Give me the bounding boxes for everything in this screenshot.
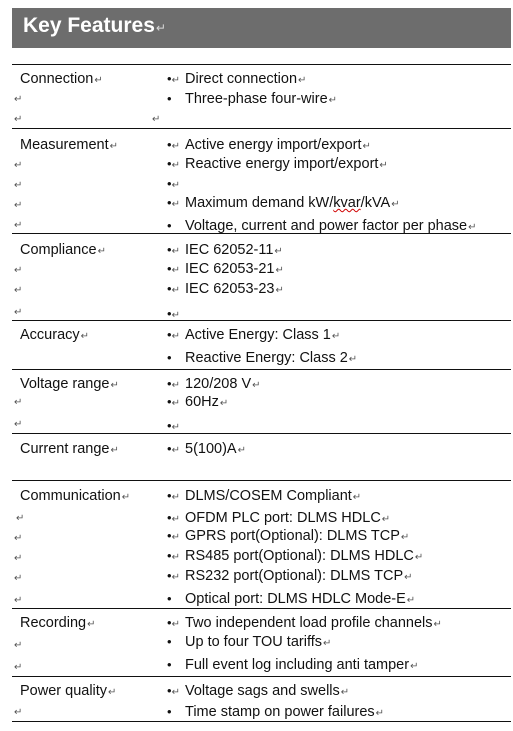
paragraph-mark-icon: ↵ xyxy=(155,21,166,35)
bullet-glyph: • xyxy=(167,71,172,86)
bullet-icon xyxy=(167,194,185,214)
spellcheck-underline: kvar xyxy=(333,195,361,211)
item-text: IEC 62053-21 xyxy=(185,261,275,277)
section-divider xyxy=(12,433,511,434)
feature-item xyxy=(167,527,409,547)
paragraph-mark-icon: ↵ xyxy=(171,246,180,257)
feature-item xyxy=(167,590,415,610)
paragraph-mark-icon: ↵ xyxy=(171,619,180,630)
paragraph-mark-icon: ↵ xyxy=(110,445,119,456)
label-text: Compliance xyxy=(20,242,97,258)
item-text: GPRS port(Optional): DLMS TCP xyxy=(185,528,400,544)
item-text: Time stamp on power failures xyxy=(185,704,375,720)
page-title-text: Key Features xyxy=(23,14,155,37)
bullet-icon xyxy=(167,547,185,567)
feature-item-empty xyxy=(167,305,185,325)
section-label-measurement xyxy=(20,136,118,156)
bullet-icon xyxy=(167,509,185,529)
paragraph-mark-icon: ↵ xyxy=(171,398,180,409)
bullet-icon xyxy=(167,305,185,325)
feature-item xyxy=(167,375,261,395)
section-accuracy xyxy=(12,326,511,369)
section-divider xyxy=(12,480,511,481)
feature-item xyxy=(167,217,477,237)
paragraph-mark-icon: ↵ xyxy=(171,141,180,152)
item-text: Up to four TOU tariffs xyxy=(185,634,322,650)
paragraph-mark-icon: ↵ xyxy=(171,572,180,583)
bullet-icon xyxy=(167,487,185,507)
section-communication xyxy=(12,487,511,608)
bullet-icon xyxy=(167,241,185,261)
paragraph-mark-icon: ↵ xyxy=(171,265,180,276)
bullet-glyph: • xyxy=(167,615,172,630)
section-divider xyxy=(12,676,511,677)
paragraph-mark-icon: ↵ xyxy=(171,310,180,321)
item-text: RS485 port(Optional): DLMS HDLC xyxy=(185,548,414,564)
item-text: Reactive Energy: Class 2 xyxy=(185,350,348,366)
bullet-icon: • xyxy=(167,657,172,672)
item-text: OFDM PLC port: DLMS HDLC xyxy=(185,510,381,526)
paragraph-mark-icon: ↵ xyxy=(14,114,23,125)
page-title xyxy=(23,13,166,41)
paragraph-mark-icon: ↵ xyxy=(275,285,284,296)
section-label-recording xyxy=(20,614,95,634)
paragraph-mark-icon: ↵ xyxy=(171,514,180,525)
section-divider xyxy=(12,369,511,370)
feature-item xyxy=(167,567,413,587)
paragraph-mark-icon: ↵ xyxy=(87,619,96,630)
paragraph-mark-icon: ↵ xyxy=(375,708,385,719)
paragraph-mark-icon: ↵ xyxy=(14,200,23,211)
bullet-glyph: • xyxy=(167,394,172,409)
bullet-icon: • xyxy=(167,218,172,233)
label-text: Current range xyxy=(20,441,110,457)
item-text: Optical port: DLMS HDLC Mode-E xyxy=(185,591,406,607)
paragraph-mark-icon: ↵ xyxy=(14,595,23,606)
paragraph-mark-icon: ↵ xyxy=(80,331,90,342)
paragraph-mark-icon: ↵ xyxy=(14,285,23,296)
paragraph-mark-icon: ↵ xyxy=(171,445,180,456)
paragraph-mark-icon: ↵ xyxy=(379,160,388,171)
bullet-glyph: • xyxy=(167,156,172,171)
item-text: Active Energy: Class 1 xyxy=(185,327,331,343)
item-text: Full event log including anti tamper xyxy=(185,657,410,673)
section-label-current-range xyxy=(20,440,119,460)
paragraph-mark-icon: ↵ xyxy=(14,533,23,544)
section-compliance xyxy=(12,241,511,320)
key-features-header xyxy=(12,8,511,48)
bullet-glyph: • xyxy=(167,510,172,525)
paragraph-mark-icon: ↵ xyxy=(298,75,307,86)
paragraph-mark-icon: ↵ xyxy=(171,331,180,342)
bullet-icon xyxy=(167,527,185,547)
item-text: Direct connection xyxy=(185,71,298,87)
bullet-icon: • xyxy=(167,704,172,719)
label-text: Voltage range xyxy=(20,376,110,392)
feature-item xyxy=(167,241,283,261)
bullet-glyph: • xyxy=(167,418,172,433)
paragraph-mark-icon: ↵ xyxy=(252,380,261,391)
section-divider xyxy=(12,64,511,65)
bullet-icon: • xyxy=(167,91,172,106)
section-voltage-range xyxy=(12,375,511,433)
feature-item xyxy=(167,614,442,634)
paragraph-mark-icon: ↵ xyxy=(348,354,358,365)
feature-item xyxy=(167,326,340,346)
feature-item xyxy=(167,509,390,529)
paragraph-mark-icon: ↵ xyxy=(468,222,477,233)
item-text: Active energy import/export xyxy=(185,137,362,153)
bullet-glyph: • xyxy=(167,195,172,210)
paragraph-mark-icon: ↵ xyxy=(14,160,23,171)
bullet-glyph: • xyxy=(167,306,172,321)
bullet-glyph: • xyxy=(167,441,172,456)
feature-item xyxy=(167,656,418,676)
bullet-glyph: • xyxy=(167,376,172,391)
paragraph-mark-icon: ↵ xyxy=(219,398,229,409)
paragraph-mark-icon: ↵ xyxy=(14,265,23,276)
bullet-glyph: • xyxy=(167,683,172,698)
section-label-communication xyxy=(20,487,130,507)
paragraph-mark-icon: ↵ xyxy=(171,160,180,171)
item-text: Two independent load profile channels xyxy=(185,615,433,631)
paragraph-mark-icon: ↵ xyxy=(16,513,25,524)
section-connection xyxy=(12,70,511,128)
feature-item xyxy=(167,703,384,723)
item-text: IEC 62053-23 xyxy=(185,281,275,297)
label-text: Recording xyxy=(20,615,87,631)
paragraph-mark-icon: ↵ xyxy=(328,95,338,106)
feature-item xyxy=(167,70,306,90)
paragraph-mark-icon: ↵ xyxy=(171,492,180,503)
feature-item xyxy=(167,633,331,653)
label-text: Measurement xyxy=(20,137,109,153)
section-label-voltage-range xyxy=(20,375,119,395)
label-text: Power quality xyxy=(20,683,108,699)
bullet-icon xyxy=(167,175,185,195)
paragraph-mark-icon: ↵ xyxy=(391,199,400,210)
feature-item xyxy=(167,155,388,175)
item-text: 5(100)A xyxy=(185,441,237,457)
feature-item xyxy=(167,349,357,369)
bullet-glyph: • xyxy=(167,281,172,296)
feature-item xyxy=(167,682,349,702)
paragraph-mark-icon: ↵ xyxy=(400,532,410,543)
item-text: RS232 port(Optional): DLMS TCP xyxy=(185,568,404,584)
feature-item xyxy=(167,194,400,214)
bullet-glyph: • xyxy=(167,327,172,342)
bullet-icon: • xyxy=(167,350,172,365)
bullet-glyph: • xyxy=(167,488,172,503)
paragraph-mark-icon: ↵ xyxy=(237,445,246,456)
paragraph-mark-icon: ↵ xyxy=(171,285,180,296)
paragraph-mark-icon: ↵ xyxy=(171,380,180,391)
paragraph-mark-icon: ↵ xyxy=(433,619,442,630)
bullet-icon xyxy=(167,260,185,280)
feature-item-empty xyxy=(167,175,185,195)
bullet-icon: • xyxy=(167,591,172,606)
paragraph-mark-icon: ↵ xyxy=(97,246,106,257)
paragraph-mark-icon: ↵ xyxy=(331,331,341,342)
paragraph-mark-icon: ↵ xyxy=(410,661,419,672)
section-label-power-quality xyxy=(20,682,116,702)
paragraph-mark-icon: ↵ xyxy=(152,114,161,125)
section-recording xyxy=(12,614,511,676)
paragraph-mark-icon: ↵ xyxy=(362,141,371,152)
feature-item xyxy=(167,487,361,507)
paragraph-mark-icon: ↵ xyxy=(171,180,180,191)
item-text: Maximum demand kW/kvar/kVA xyxy=(185,195,391,211)
paragraph-mark-icon: ↵ xyxy=(381,514,391,525)
bullet-icon xyxy=(167,136,185,156)
feature-item xyxy=(167,260,284,280)
item-text: Voltage sags and swells xyxy=(185,683,340,699)
paragraph-mark-icon: ↵ xyxy=(352,492,362,503)
section-divider xyxy=(12,320,511,321)
paragraph-mark-icon: ↵ xyxy=(14,707,23,718)
section-divider xyxy=(12,128,511,129)
paragraph-mark-icon: ↵ xyxy=(14,180,23,191)
feature-item xyxy=(167,136,371,156)
item-text: IEC 62052-11 xyxy=(185,242,274,258)
item-text: 120/208 V xyxy=(185,376,252,392)
bullet-icon xyxy=(167,417,185,437)
bullet-icon xyxy=(167,614,185,634)
paragraph-mark-icon: ↵ xyxy=(406,595,416,606)
bullet-icon xyxy=(167,393,185,413)
paragraph-mark-icon: ↵ xyxy=(171,422,180,433)
bullet-glyph: • xyxy=(167,568,172,583)
bullet-glyph: • xyxy=(167,261,172,276)
bullet-icon xyxy=(167,375,185,395)
section-label-connection xyxy=(20,70,103,90)
bullet-icon: • xyxy=(167,634,172,649)
feature-item xyxy=(167,280,284,300)
bullet-glyph: • xyxy=(167,528,172,543)
item-text: Reactive energy import/export xyxy=(185,156,379,172)
paragraph-mark-icon: ↵ xyxy=(94,75,103,86)
item-text: DLMS/COSEM Compliant xyxy=(185,488,352,504)
paragraph-mark-icon: ↵ xyxy=(108,687,117,698)
paragraph-mark-icon: ↵ xyxy=(404,572,413,583)
paragraph-mark-icon: ↵ xyxy=(14,220,23,231)
paragraph-mark-icon: ↵ xyxy=(14,94,23,105)
paragraph-mark-icon: ↵ xyxy=(121,492,131,503)
paragraph-mark-icon: ↵ xyxy=(323,638,332,649)
item-text: 60Hz xyxy=(185,394,219,410)
label-text: Connection xyxy=(20,71,94,87)
label-text: Accuracy xyxy=(20,327,80,343)
bullet-icon xyxy=(167,155,185,175)
paragraph-mark-icon: ↵ xyxy=(14,419,23,430)
section-measurement xyxy=(12,136,511,233)
feature-item xyxy=(167,393,228,413)
bullet-icon xyxy=(167,326,185,346)
section-label-compliance xyxy=(20,241,106,261)
paragraph-mark-icon: ↵ xyxy=(275,265,284,276)
section-label-accuracy xyxy=(20,326,89,346)
paragraph-mark-icon: ↵ xyxy=(340,687,350,698)
feature-item xyxy=(167,440,246,460)
bullet-glyph: • xyxy=(167,242,172,257)
paragraph-mark-icon: ↵ xyxy=(171,75,180,86)
paragraph-mark-icon: ↵ xyxy=(414,552,424,563)
bullet-glyph: • xyxy=(167,137,172,152)
bullet-icon xyxy=(167,440,185,460)
item-text: Three-phase four-wire xyxy=(185,91,328,107)
item-text: Voltage, current and power factor per phase xyxy=(185,218,468,234)
paragraph-mark-icon: ↵ xyxy=(14,662,23,673)
paragraph-mark-icon: ↵ xyxy=(110,380,119,391)
paragraph-mark-icon: ↵ xyxy=(14,640,23,651)
paragraph-mark-icon: ↵ xyxy=(171,199,180,210)
bullet-icon xyxy=(167,682,185,702)
section-current-range xyxy=(12,440,511,480)
paragraph-mark-icon: ↵ xyxy=(14,307,23,318)
paragraph-mark-icon: ↵ xyxy=(109,141,119,152)
bullet-icon xyxy=(167,280,185,300)
feature-item xyxy=(167,547,423,567)
feature-item xyxy=(167,90,337,110)
bullet-icon xyxy=(167,567,185,587)
paragraph-mark-icon: ↵ xyxy=(14,573,23,584)
bullet-glyph: • xyxy=(167,176,172,191)
paragraph-mark-icon: ↵ xyxy=(171,532,180,543)
feature-item-empty xyxy=(167,417,185,437)
label-text: Communication xyxy=(20,488,121,504)
paragraph-mark-icon: ↵ xyxy=(14,553,23,564)
paragraph-mark-icon: ↵ xyxy=(14,397,23,408)
bullet-glyph: • xyxy=(167,548,172,563)
paragraph-mark-icon: ↵ xyxy=(171,687,180,698)
bullet-icon xyxy=(167,70,185,90)
paragraph-mark-icon: ↵ xyxy=(171,552,180,563)
section-power-quality xyxy=(12,682,511,721)
paragraph-mark-icon: ↵ xyxy=(274,246,283,257)
